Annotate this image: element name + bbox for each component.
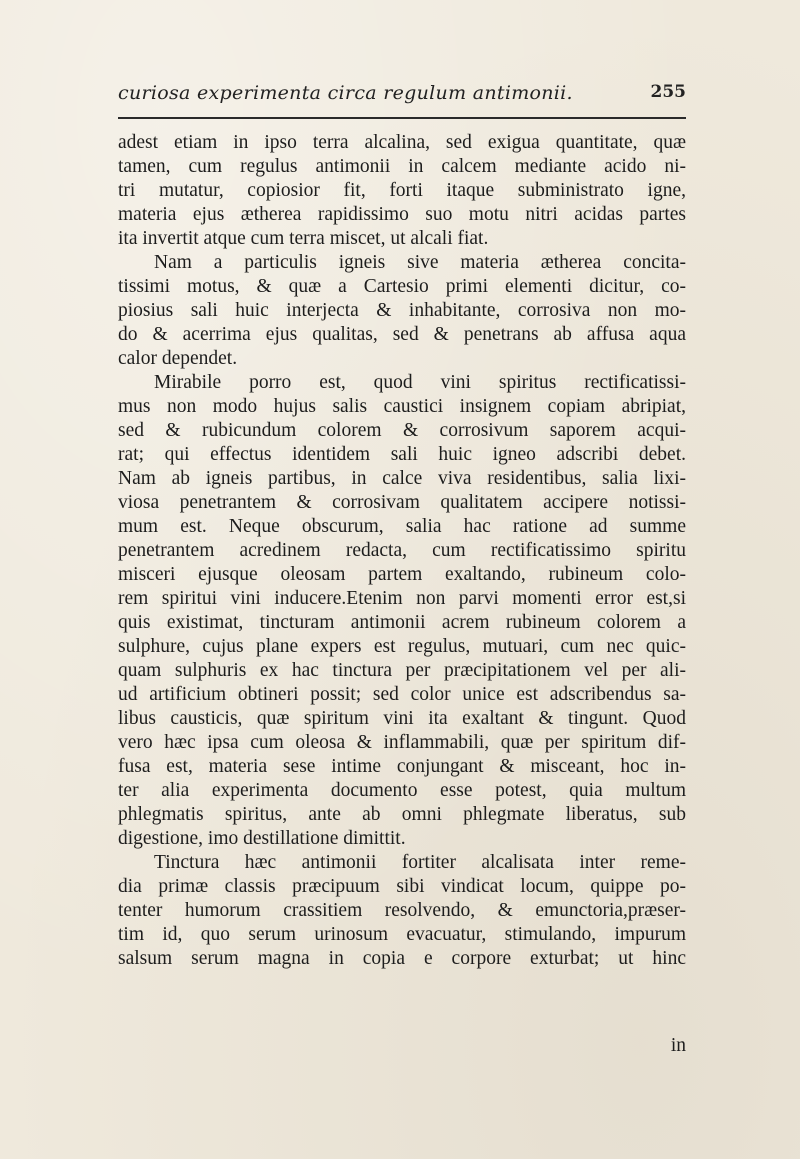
body-text <box>118 131 686 971</box>
text-line: rem spiritui vini inducere.Etenim non parvi momenti error est,si <box>118 588 686 609</box>
text-line: calor dependet. <box>118 348 238 369</box>
running-head <box>118 82 686 112</box>
text-line: dia primæ classis præcipuum sibi vindicat locum, quippe po- <box>118 876 686 897</box>
text-line: Nam ab igneis partibus, in calce viva residentibus, salia lixi- <box>118 468 686 489</box>
text-line: mus non modo hujus salis caustici insignem copiam abripiat, <box>118 396 686 417</box>
page-number: 255 <box>650 82 686 102</box>
text-line: tim id, quo serum urinosum evacuatur, stimulando, impurum <box>118 924 686 945</box>
paragraph-start-line: Nam a particulis igneis sive materia ætherea concita- <box>154 252 686 273</box>
text-line: ud artificium obtineri possit; sed color unice est adscribendus sa- <box>118 684 686 705</box>
text-line: viosa penetrantem & corrosivam qualitatem accipere notissi- <box>118 492 686 513</box>
text-line: sed & rubicundum colorem & corrosivum saporem acqui- <box>118 420 686 441</box>
text-line: digestione, imo destillatione dimittit. <box>118 828 406 849</box>
text-line: piosius sali huic interjecta & inhabitante, corrosiva non mo- <box>118 300 686 321</box>
text-line: do & acerrima ejus qualitas, sed & penetrans ab affusa aqua <box>118 324 686 345</box>
text-line: sulphure, cujus plane expers est regulus, mutuari, cum nec quic- <box>118 636 686 657</box>
catchword: in <box>670 1035 686 1056</box>
text-line: libus causticis, quæ spiritum vini ita exaltant & tingunt. Quod <box>118 708 686 729</box>
text-line: materia ejus ætherea rapidissimo suo motu nitri acidas partes <box>118 204 686 225</box>
text-line: penetrantem acredinem redacta, cum rectificatissimo spiritu <box>118 540 686 561</box>
text-line: mum est. Neque obscurum, salia hac ratione ad summe <box>118 516 686 537</box>
text-line: tri mutatur, copiosior fit, forti itaque subministrato igne, <box>118 180 686 201</box>
text-line: salsum serum magna in copia e corpore exturbat; ut hinc <box>118 948 686 969</box>
text-line: quam sulphuris ex hac tinctura per præcipitationem vel per ali- <box>118 660 686 681</box>
text-line: tissimi motus, & quæ a Cartesio primi elementi dicitur, co- <box>118 276 686 297</box>
header-rule <box>118 117 686 119</box>
text-line: vero hæc ipsa cum oleosa & inflammabili, quæ per spiritum dif- <box>118 732 686 753</box>
text-line: misceri ejusque oleosam partem exaltando, rubineum colo- <box>118 564 686 585</box>
text-line: adest etiam in ipso terra alcalina, sed exigua quantitate, quæ <box>118 132 686 153</box>
text-line: ita invertit atque cum terra miscet, ut alcali fiat. <box>118 228 489 249</box>
text-line: fusa est, materia sese intime conjungant & misceant, hoc in- <box>118 756 686 777</box>
text-line: tenter humorum crassitiem resolvendo, & emunctoria,præser- <box>118 900 686 921</box>
text-line: ter alia experimenta documento esse potest, quia multum <box>118 780 686 801</box>
text-line: phlegmatis spiritus, ante ab omni phlegmate liberatus, sub <box>118 804 686 825</box>
text-line: tamen, cum regulus antimonii in calcem mediante acido ni- <box>118 156 686 177</box>
text-line: rat; qui effectus identidem sali huic igneo adscribi debet. <box>118 444 686 465</box>
running-title: curiosa experimenta circa regulum antimonii. <box>118 82 573 104</box>
paragraph-start-line: Mirabile porro est, quod vini spiritus rectificatissi- <box>154 372 686 393</box>
paragraph-start-line: Tinctura hæc antimonii fortiter alcalisata inter reme- <box>154 852 686 873</box>
text-line: quis existimat, tincturam antimonii acrem rubineum colorem a <box>118 612 686 633</box>
